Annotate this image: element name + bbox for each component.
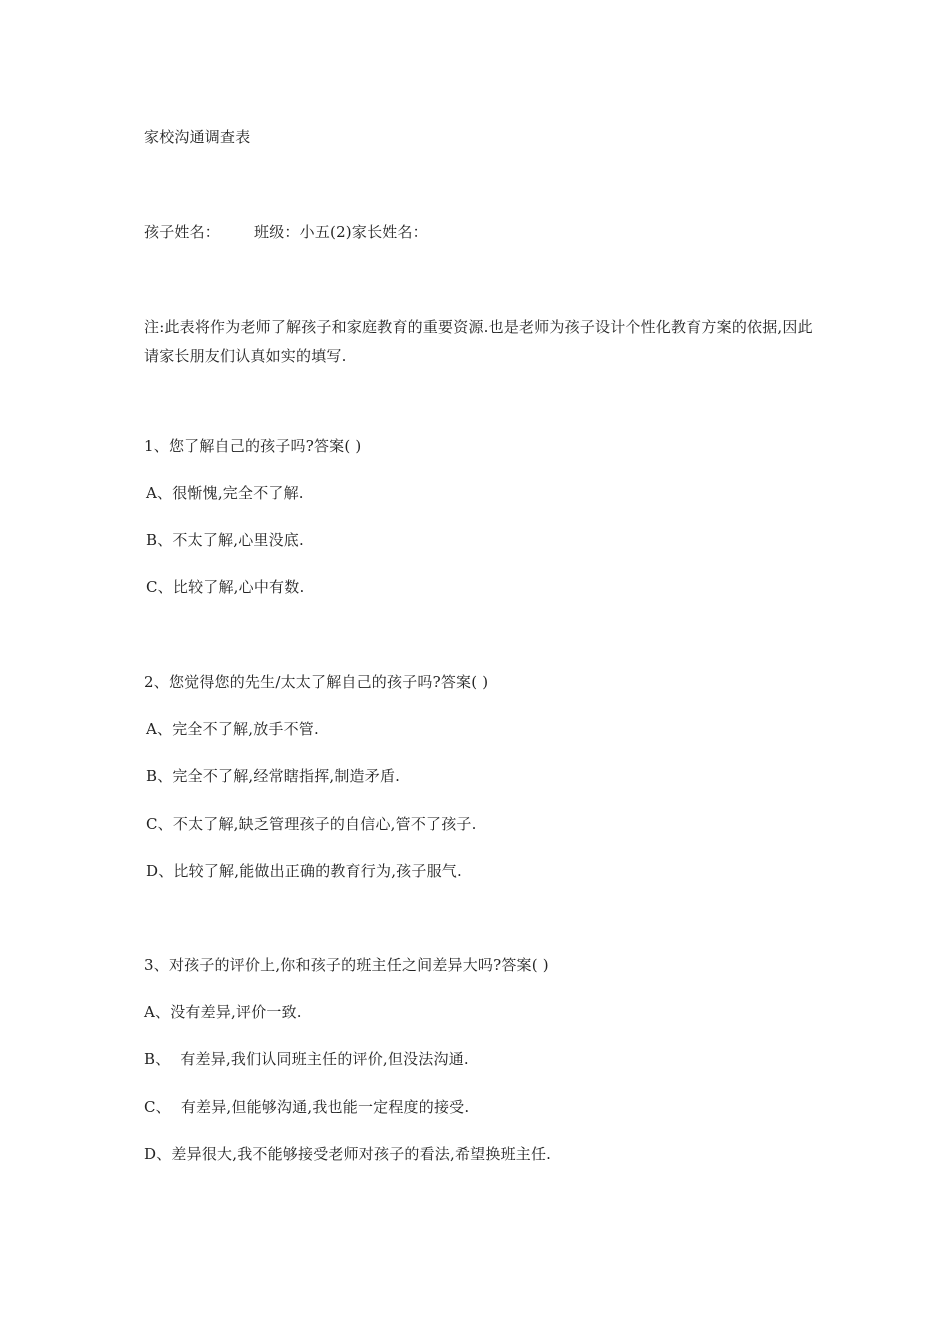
question-3-option-c: C、 有差异,但能够沟通,我也能一定程度的接受.	[144, 1098, 470, 1116]
question-2-option-c: C、不太了解,缺乏管理孩子的自信心,管不了孩子.	[146, 815, 477, 833]
question-3-option-b: B、 有差异,我们认同班主任的评价,但没法沟通.	[144, 1050, 469, 1068]
document-title: 家校沟通调查表	[144, 128, 251, 146]
question-1-option-b: B、不太了解,心里没底.	[146, 531, 304, 549]
question-3-option-d: D、差异很大,我不能够接受老师对孩子的看法,希望换班主任.	[144, 1145, 552, 1163]
question-3-text: 3、对孩子的评价上,你和孩子的班主任之间差异大吗?答案( )	[144, 956, 549, 974]
child-name-label: 孩子姓名：	[144, 223, 221, 241]
question-2-option-a: A、完全不了解,放手不管.	[146, 720, 319, 738]
question-1-option-c: C、比较了解,心中有数.	[146, 578, 305, 596]
info-line	[144, 222, 428, 242]
question-3-option-a: A、没有差异,评价一致.	[144, 1003, 302, 1021]
question-1-option-a: A、很惭愧,完全不了解.	[146, 484, 304, 502]
question-2-option-d: D、比较了解,能做出正确的教育行为,孩子服气.	[146, 862, 462, 880]
class-and-parent-label: 班级：小五(2)家长姓名：	[254, 223, 428, 241]
question-2-text: 2、您觉得您的先生/太太了解自己的孩子吗?答案( )	[144, 673, 489, 691]
instruction-note: 注:此表将作为老师了解孩子和家庭教育的重要资源.也是老师为孩子设计个性化教育方案的依据,因此请家长朋友们认真如实的填写.	[144, 318, 813, 365]
question-2-option-b: B、完全不了解,经常瞎指挥,制造矛盾.	[146, 767, 401, 785]
question-1-text: 1、您了解自己的孩子吗?答案( )	[144, 437, 362, 455]
